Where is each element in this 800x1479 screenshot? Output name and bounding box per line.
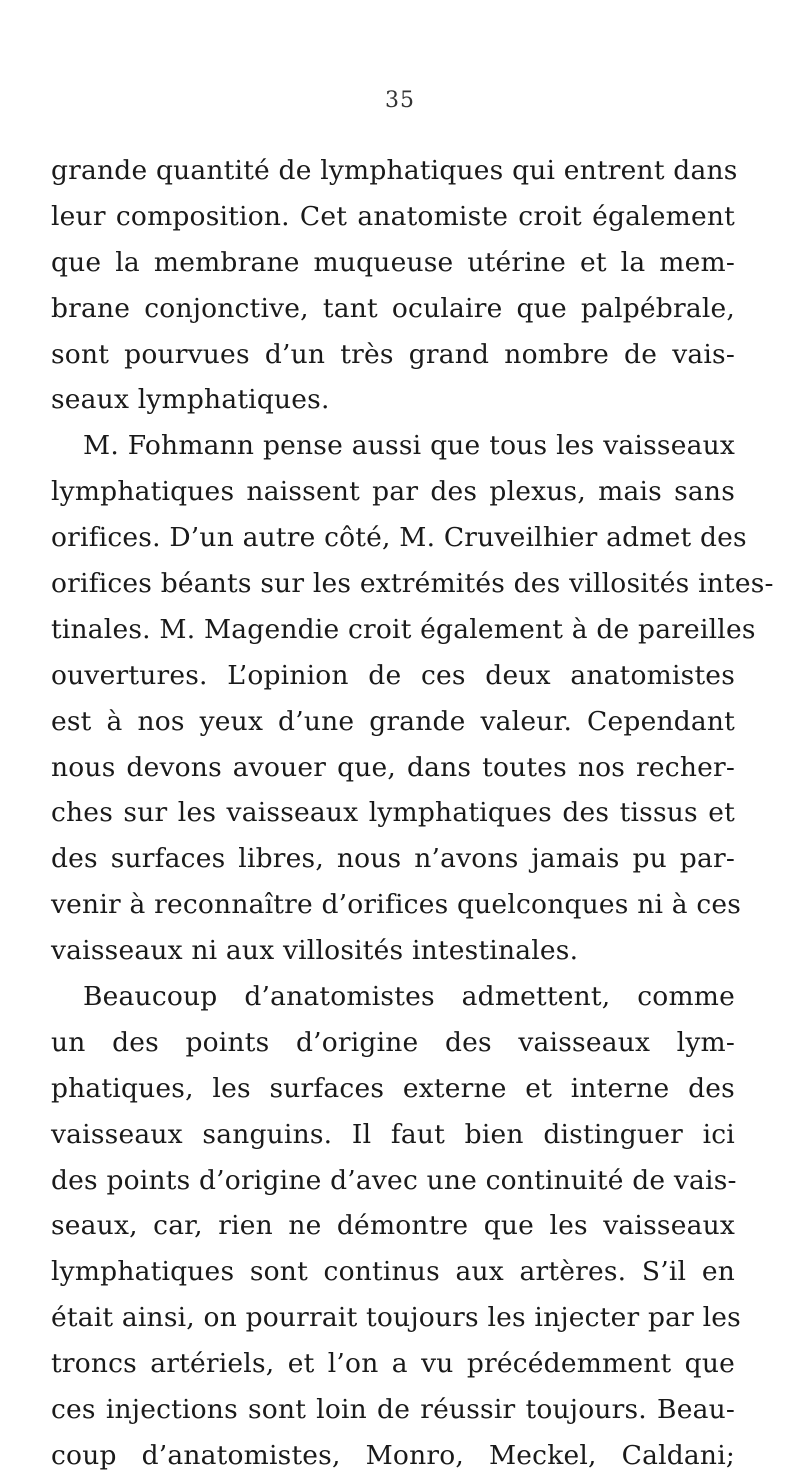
text-line: était ainsi, on pourrait toujours les injecter par les — [51, 1302, 741, 1334]
text-line: ouvertures. L’opinion de ces deux anatomistes — [51, 659, 735, 691]
text-line: sont pourvues d’un très grand nombre de vais- — [51, 338, 735, 370]
text-line: tinales. M. Magendie croit également à de pareilles — [51, 613, 756, 645]
text-line: un des points d’origine des vaisseaux lym- — [51, 1026, 735, 1058]
text-line: leur composition. Cet anatomiste croit également — [51, 200, 735, 232]
text-line: ches sur les vaisseaux lymphatiques des tissus et — [51, 797, 735, 829]
text-line: phatiques, les surfaces externe et interne des — [51, 1072, 735, 1104]
body-text — [51, 148, 774, 1479]
text-line: brane conjonctive, tant oculaire que palpébrale, — [51, 292, 735, 324]
text-line: coup d’anatomistes, Monro, Meckel, Caldani; — [51, 1439, 735, 1471]
text-line: est à nos yeux d’une grande valeur. Cependant — [51, 705, 735, 737]
text-line: des surfaces libres, nous n’avons jamais pu par- — [51, 843, 735, 875]
text-line: vaisseaux sanguins. Il faut bien distinguer ici — [51, 1118, 735, 1150]
text-line: grande quantité de lymphatiques qui entrent dans — [51, 155, 738, 186]
text-line: seaux, car, rien ne démontre que les vaisseaux — [51, 1210, 735, 1242]
text-line: lymphatiques naissent par des plexus, mais sans — [51, 476, 735, 508]
text-line: orifices béants sur les extrémités des villosités intes- — [51, 568, 774, 600]
text-line: venir à reconnaître d’orifices quelconques ni à ces — [51, 889, 742, 921]
page-number: 35 — [385, 88, 415, 113]
text-line: des points d’origine d’avec une continuité de vais- — [51, 1164, 737, 1196]
text-line: lymphatiques sont continus aux artères. S’il en — [51, 1256, 735, 1288]
text-line: seaux lymphatiques. — [51, 384, 330, 416]
text-line: que la membrane muqueuse utérine et la mem- — [51, 246, 735, 278]
text-line: nous devons avouer que, dans toutes nos recher- — [51, 751, 735, 783]
text-line: orifices. D’un autre côté, M. Cruveilhier admet des — [51, 522, 747, 554]
text-line: vaisseaux ni aux villosités intestinales. — [51, 935, 579, 967]
text-line: ces injections sont loin de réussir toujours. Beau- — [51, 1394, 735, 1426]
text-line: troncs artériels, et l’on a vu précédemment que — [51, 1348, 735, 1380]
text-line: M. Fohmann pense aussi que tous les vaisseaux — [83, 430, 735, 462]
text-line: Beaucoup d’anatomistes admettent, comme — [83, 981, 735, 1013]
